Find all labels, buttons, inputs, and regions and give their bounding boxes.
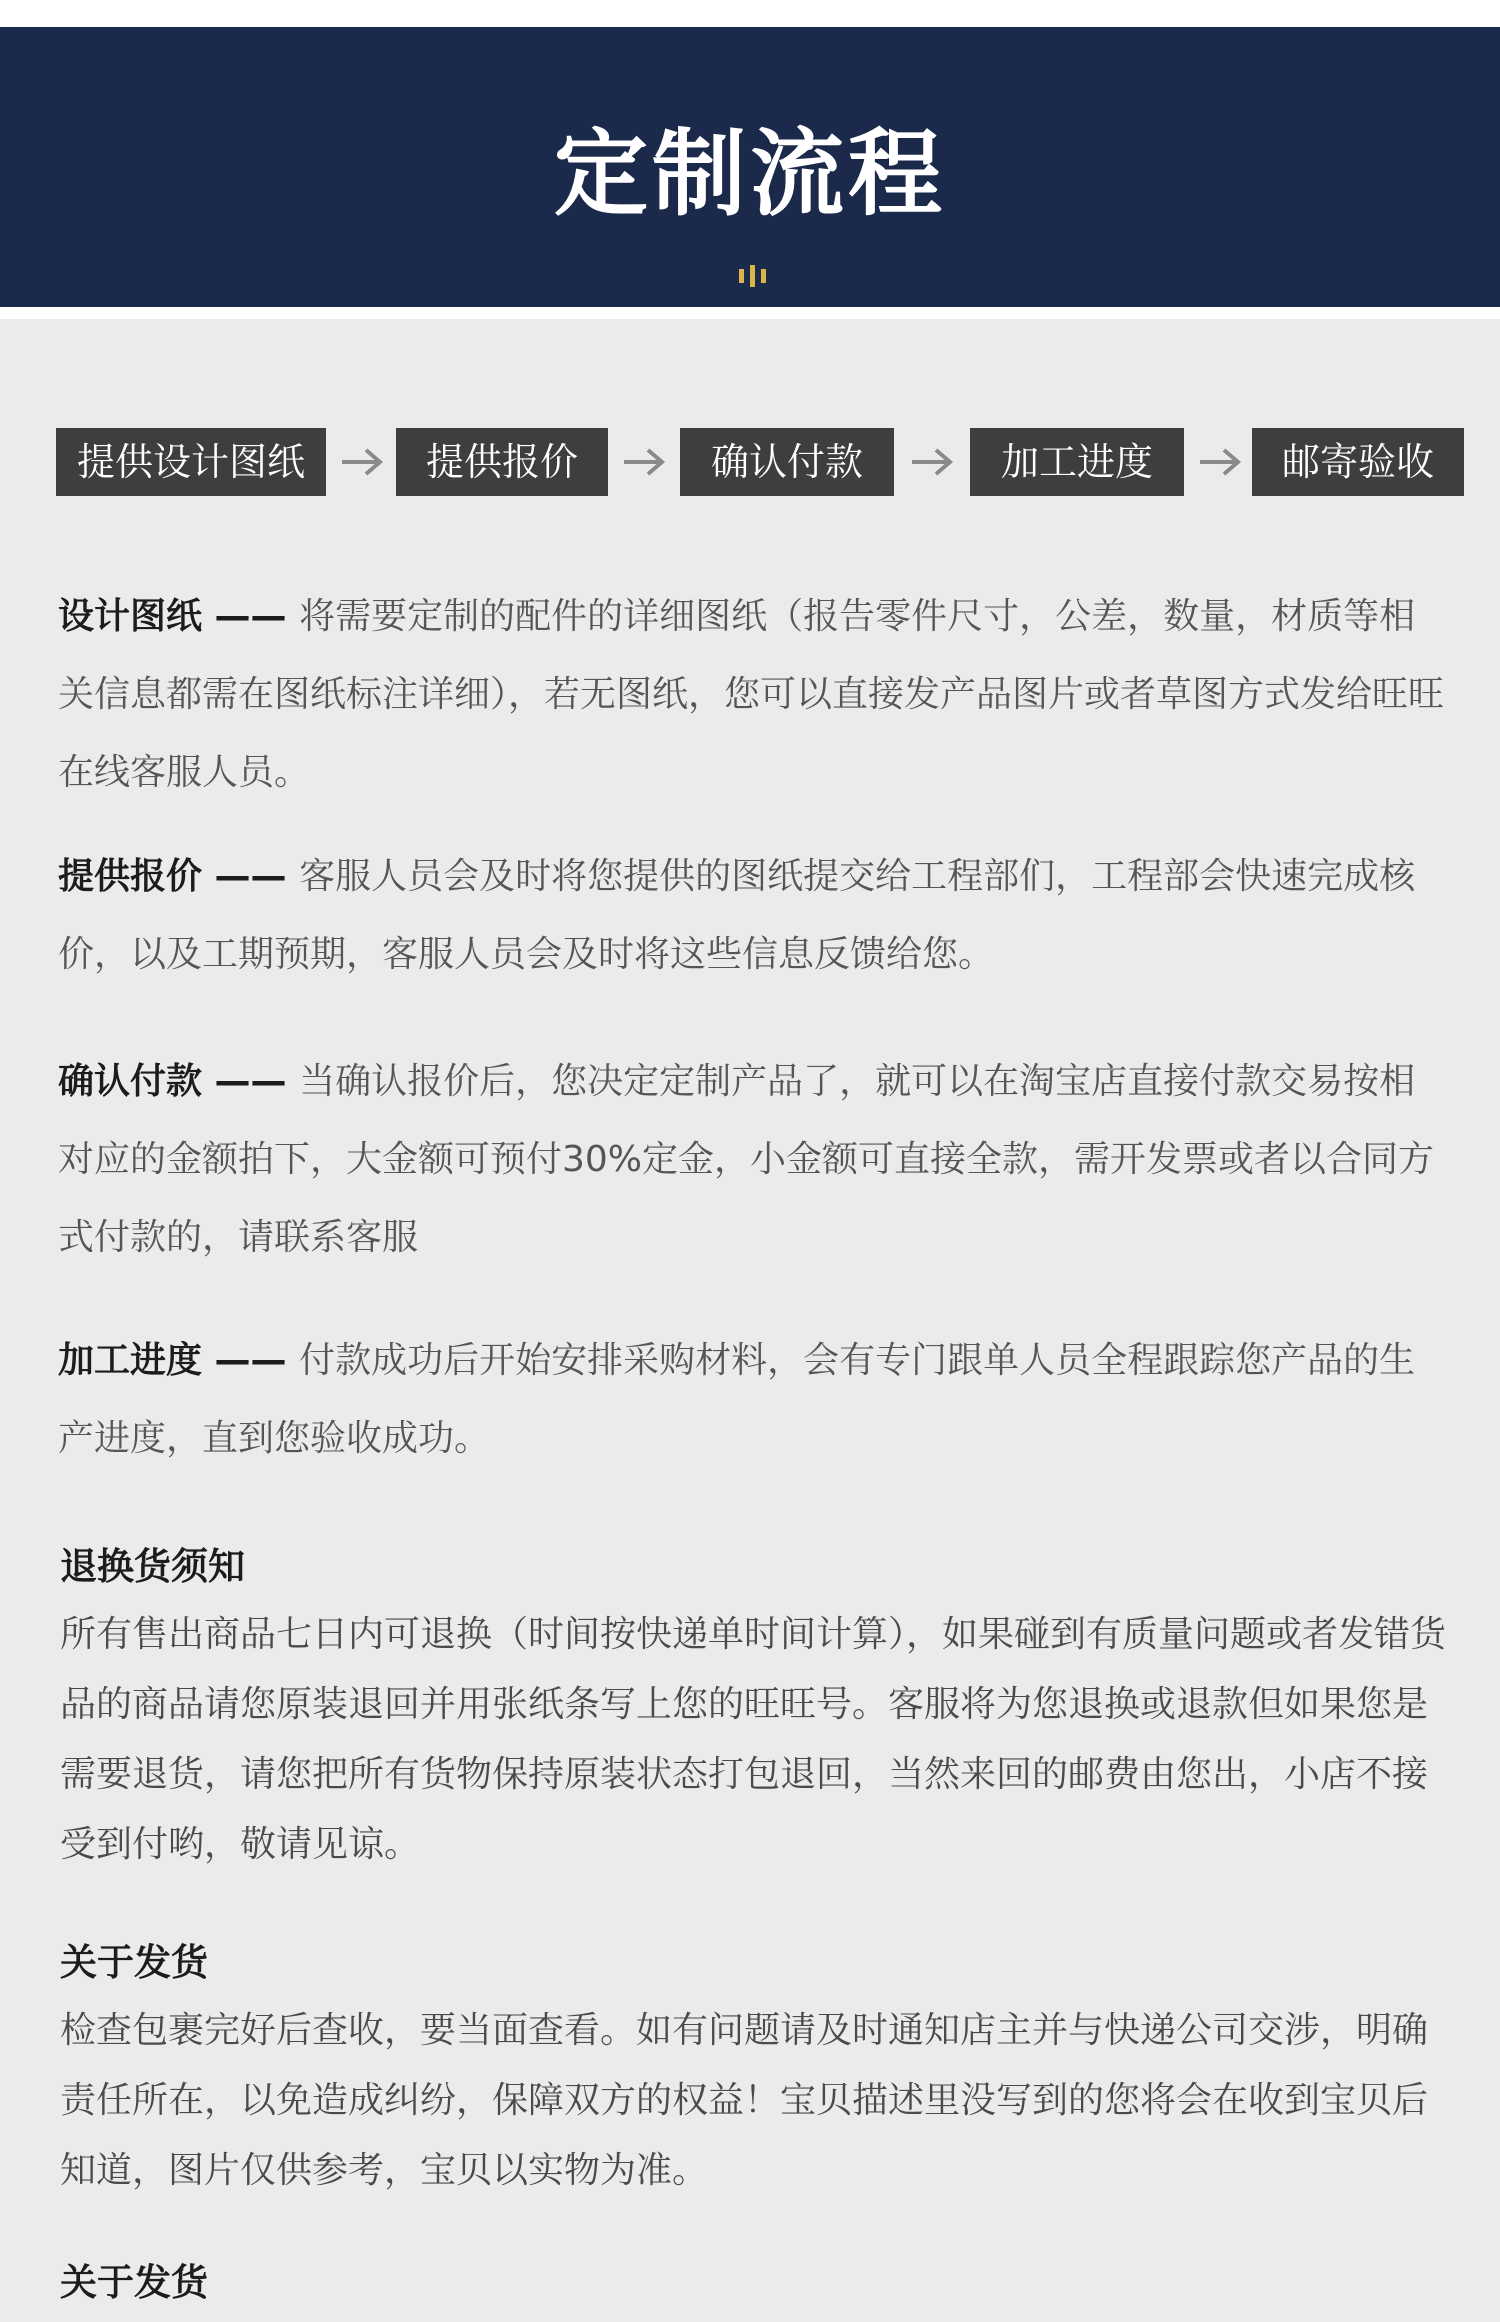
decorative-accent-icon — [739, 265, 769, 287]
process-separator: —— — [202, 856, 300, 897]
arrow-right-icon — [1198, 446, 1242, 478]
process-title: 确认付款 — [58, 1061, 203, 1102]
process-text: 付款成功后开始安排采购材料，会有专门跟单人员全程跟踪您产品的生产进度，直到您验收成功。 — [58, 1340, 1416, 1459]
process-text: 当确认报价后，您决定定制产品了，就可以在淘宝店直接付款交易按相对应的金额拍下，大金额可预付30%定金，小金额可直接全款，需开发票或者以合同方式付款的，请联系客服 — [58, 1061, 1435, 1258]
arrow-right-icon — [340, 446, 384, 478]
step-delivery: 邮寄验收 — [1252, 428, 1464, 496]
process-text: 将需要定制的配件的详细图纸（报告零件尺寸，公差，数量，材质等相关信息都需在图纸标注详细），若无图纸，您可以直接发产品图片或者草图方式发给旺旺在线客服人员。 — [58, 596, 1445, 793]
process-separator: —— — [202, 596, 300, 637]
shipping-notice-title: 关于发货 — [60, 1941, 208, 1984]
shipping-notice-title-2: 关于发货 — [60, 2261, 208, 2304]
process-design-drawing — [58, 578, 1450, 812]
process-separator: —— — [202, 1061, 300, 1102]
process-title: 加工进度 — [58, 1340, 203, 1381]
step-quotation: 提供报价 — [396, 428, 608, 496]
step-payment: 确认付款 — [680, 428, 894, 496]
step-processing: 加工进度 — [970, 428, 1184, 496]
process-quotation — [58, 838, 1450, 994]
returns-notice-text: 所有售出商品七日内可退换（时间按快递单时间计算），如果碰到有质量问题或者发错货品的商品请您原装退回并用张纸条写上您的旺旺号。客服将为您退换或退款但如果您是需要退货，请您把所有货物保持原装状态打包退回，当然来回的邮费由您出，小店不接受到付哟，敬请见谅。 — [60, 1614, 1447, 1865]
process-text: 客服人员会及时将您提供的图纸提交给工程部们，工程部会快速完成核价，以及工期预期，客服人员会及时将这些信息反馈给您。 — [58, 856, 1416, 975]
process-title: 设计图纸 — [58, 596, 203, 637]
shipping-notice-text: 检查包裹完好后查收，要当面查看。如有问题请及时通知店主并与快递公司交涉，明确责任所在，以免造成纠纷，保障双方的权益！宝贝描述里没写到的您将会在收到宝贝后知道，图片仅供参考，宝贝以实物为准。 — [60, 2010, 1429, 2191]
step-design-drawing: 提供设计图纸 — [56, 428, 326, 496]
process-title: 提供报价 — [58, 856, 203, 897]
process-payment — [58, 1043, 1450, 1277]
header-banner — [0, 27, 1500, 307]
arrow-right-icon — [622, 446, 666, 478]
page-title: 定制流程 — [553, 120, 946, 229]
returns-notice-title: 退换货须知 — [60, 1545, 245, 1588]
process-separator: —— — [202, 1340, 300, 1381]
process-processing — [58, 1322, 1450, 1478]
process-steps — [56, 428, 1448, 496]
arrow-right-icon — [910, 446, 954, 478]
